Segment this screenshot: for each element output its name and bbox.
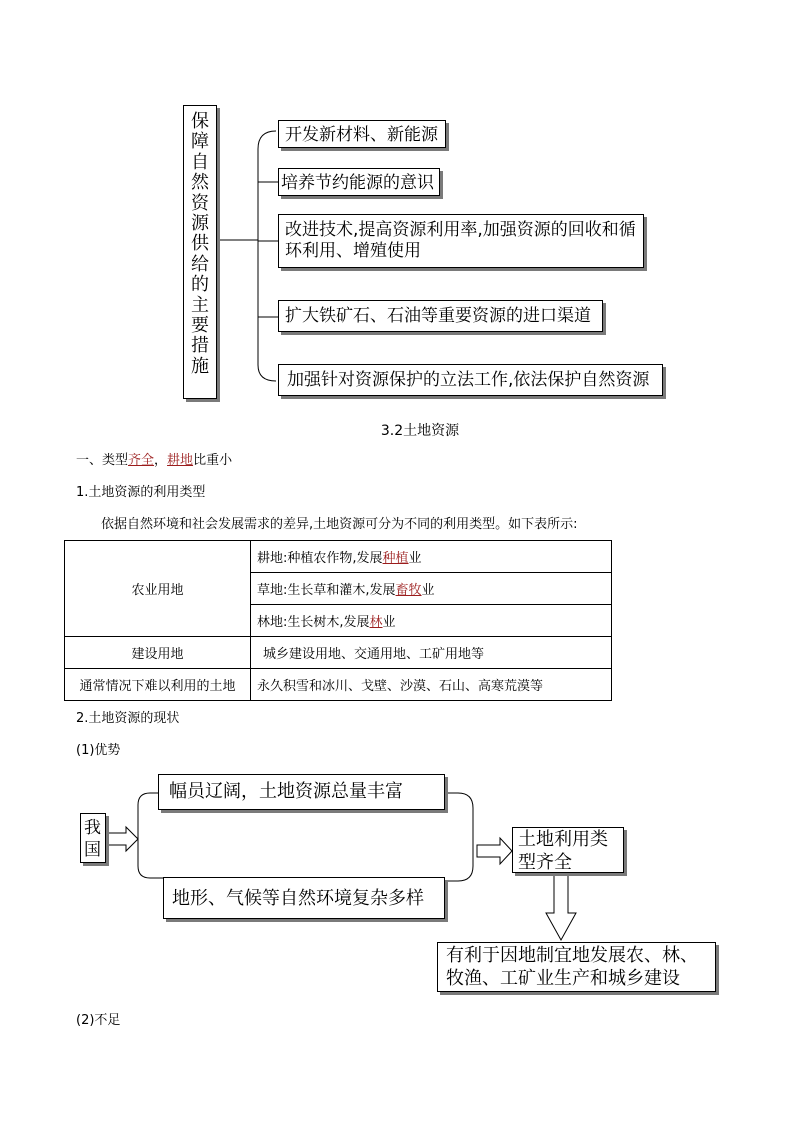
heading-types: 一、类型齐全，耕地比重小 bbox=[76, 453, 233, 468]
table-cell-value: 草地:生长草和灌木,发展畜牧业 bbox=[251, 573, 612, 605]
title-char: 措 bbox=[191, 335, 209, 357]
subheading-land-use-types: 1.土地资源的利用类型 bbox=[76, 485, 206, 500]
title-char: 给 bbox=[191, 253, 209, 275]
section-title: 3.2土地资源 bbox=[380, 423, 460, 439]
title-char: 施 bbox=[191, 355, 209, 377]
title-char: 自 bbox=[191, 151, 209, 173]
mindmap-item-text: 培养节约能源的意识 bbox=[281, 173, 434, 193]
underlined-term: 耕地 bbox=[167, 453, 194, 468]
title-char: 的 bbox=[191, 274, 209, 296]
table-cell-value: 耕地:种植农作物,发展种植业 bbox=[251, 541, 612, 573]
table-cell-category: 农业用地 bbox=[65, 541, 251, 637]
flow-bottom-box: 地形、气候等自然环境复杂多样 bbox=[163, 877, 445, 919]
title-char: 资 bbox=[191, 192, 209, 214]
mindmap-item-text: 扩大铁矿石、石油等重要资源的进口渠道 bbox=[285, 306, 591, 326]
mindmap-item-text: 加强针对资源保护的立法工作,依法保护自然资源 bbox=[287, 370, 650, 390]
mindmap-item-text: 改进技术,提高资源利用率,加强资源的回收和循环利用、增殖使用 bbox=[285, 220, 636, 261]
table-cell-value: 永久积雪和冰川、戈壁、沙漠、石山、高寒荒漠等 bbox=[251, 669, 612, 701]
table-cell-category: 建设用地 bbox=[65, 637, 251, 669]
flow-country-box: 我国 bbox=[80, 813, 106, 863]
subheading-shortcomings: (2)不足 bbox=[76, 1013, 121, 1028]
subheading-land-status: 2.土地资源的现状 bbox=[76, 711, 180, 726]
table-cell-value: 林地:生长树木,发展林业 bbox=[251, 605, 612, 637]
intro-paragraph: 依据自然环境和社会发展需求的差异,土地资源可分为不同的利用类型。如下表所示: bbox=[101, 517, 578, 532]
mindmap-item-text: 开发新材料、新能源 bbox=[285, 125, 438, 145]
flow-top-box: 幅员辽阔，土地资源总量丰富 bbox=[158, 774, 445, 810]
title-char: 主 bbox=[191, 294, 209, 316]
table-cell-category: 通常情况下难以利用的土地 bbox=[65, 669, 251, 701]
title-char: 保 bbox=[191, 111, 209, 132]
title-char: 源 bbox=[191, 213, 209, 235]
table-cell-value: 城乡建设用地、交通用地、工矿用地等 bbox=[251, 637, 612, 669]
underlined-term: 齐全 bbox=[128, 453, 155, 468]
title-char: 然 bbox=[191, 172, 209, 194]
flow-mid-box: 土地利用类型齐全 bbox=[512, 827, 624, 873]
title-char: 障 bbox=[191, 131, 209, 153]
title-char: 要 bbox=[191, 315, 209, 337]
flow-result-box: 有利于因地制宜地发展农、林、牧渔、工矿业生产和城乡建设 bbox=[437, 942, 716, 992]
title-char: 供 bbox=[191, 233, 209, 255]
subheading-advantages: (1)优势 bbox=[76, 743, 121, 758]
